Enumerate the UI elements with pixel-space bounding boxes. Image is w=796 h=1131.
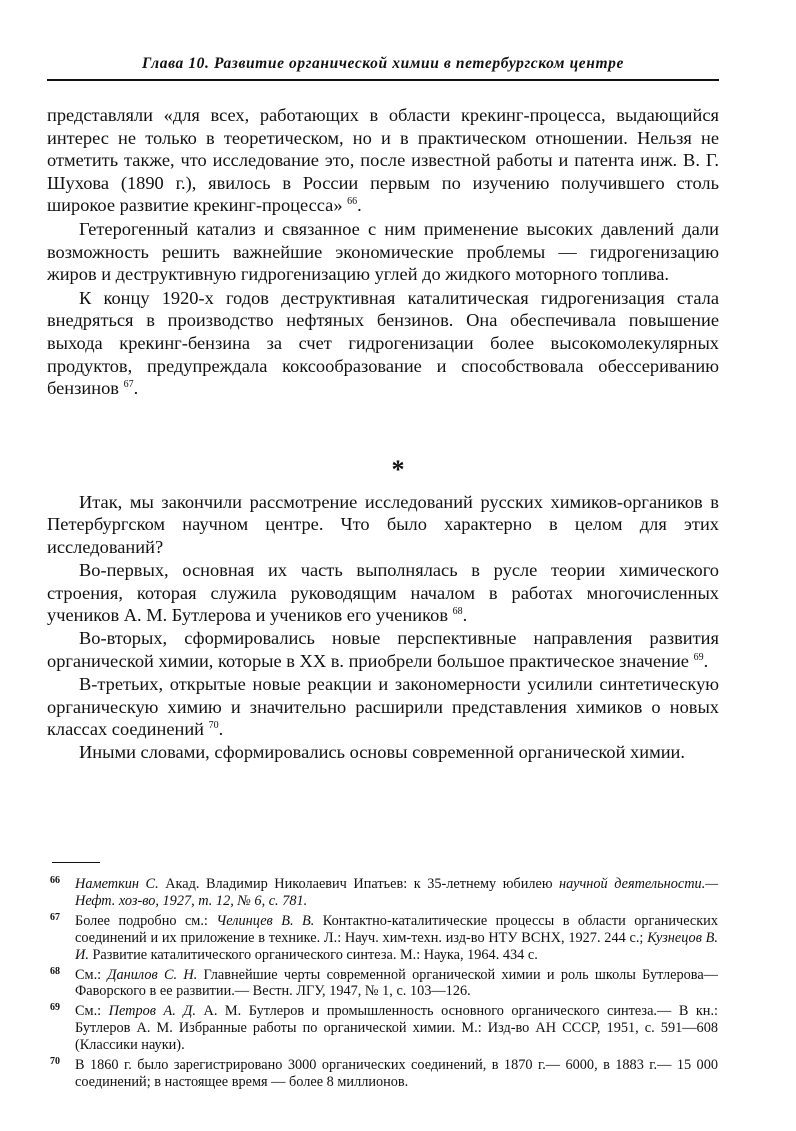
footnote [50, 876, 718, 910]
running-header: Глава 10. Развитие органической химии в петербургском центре [142, 55, 624, 72]
footnote-ref: 70 [208, 720, 219, 732]
main-text [47, 104, 719, 400]
footnote-text: См.: [75, 966, 108, 983]
footnote-text: Акад. Владимир Николаевич Ипатьев: к 35-летнему юбилею [158, 876, 560, 892]
footnote [50, 913, 718, 964]
footnote-ref: 69 [693, 651, 704, 663]
paragraph: Иными словами, сформировались основы современной органической химии. [79, 742, 686, 763]
footnote-ref: 67 [123, 379, 134, 391]
paragraph: представляли «для всех, работающих в области крекинг-процесса, выдающийся интерес не только в теоретическом, но и в практическом отношении. Нельзя не отметить также, что исследование это, после известной работы и патента инж. В. Г. Шухова (1890 г.), явилось в России первым по изучению получившего столь широкое развитие крекинг-процесса» $^{66}$. [47, 105, 719, 216]
footnote-ref: 68 [452, 606, 463, 618]
paragraph: Гетерогенный катализ и связанное с ним применение высоких давлений дали возможность решить важнейшие экономические проблемы — гидрогенизацию жиров и деструктивную гидрогенизацию углей до жидкого моторного топлива. [47, 218, 719, 285]
footnote-number: 68 [50, 965, 60, 977]
footnote-number: 69 [50, 1002, 60, 1014]
footnote-ref: 66 [347, 196, 358, 208]
footnote-number: 70 [50, 1056, 60, 1068]
footnote [50, 1057, 718, 1091]
paragraph: К концу 1920-х годов деструктивная каталитическая гидрогенизация стала внедряться в производство нефтяных бензинов. Она обеспечивала повышение выхода крекинг-бензина за счет гидрогенизации более высокомолекулярных продуктов, предупреждала коксообразование и способствовала обессериванию бензинов $^{67}$. [47, 287, 719, 399]
paragraph: Итак, мы закончили рассмотрение исследований русских химиков-органиков в Петербургском научном центре. Что было характерно в целом для этих исследований? [47, 492, 719, 557]
header-rule [47, 79, 719, 81]
footnote [50, 967, 718, 1001]
footnote-italic-text: Челинцев В. В. [216, 912, 315, 929]
footnote-rule [52, 862, 100, 863]
footnote-italic-text: научной деятельности.— Нефт. хоз-во, 1927, т. 12, № 6, с. 781. [75, 876, 718, 909]
paragraph: Во-первых, основная их часть выполнялась в русле теории химического строения, которая служила руководящим началом в работах многочисленных учеников А. М. Бутлерова и учеников его учеников $^{68}$. [47, 560, 719, 626]
footnote-text: Контактно-каталитические процессы в области органических соединений и их приложение в технике. Л.: Науч. хим-техн. изд-во НТУ ВСНХ, 1927. 244 с.; [75, 912, 718, 946]
paragraph: Во-вторых, сформировались новые перспективные направления развития органической химии, которые в XX в. приобрели большое практическое значение $^{69}$. [47, 628, 719, 671]
footnote-number: 67 [50, 911, 60, 923]
footnote-italic-text: Данилов С. Н. [107, 966, 198, 983]
conclusion-text [47, 491, 719, 764]
footnote-text: Более подробно см.: [75, 912, 217, 929]
section-separator: * [391, 455, 405, 484]
footnote-italic-text: Петров А. Д. [108, 1003, 196, 1020]
footnote-text: Развитие каталитического органического синтеза. М.: Наука, 1964. 434 с. [88, 946, 538, 963]
paragraph: В-третьих, открытые новые реакции и закономерности усилили синтетическую органическую химию и значительно расширили представления химиков о новых классах соединений $^{70}$. [47, 674, 719, 740]
footnote-number: 66 [50, 875, 60, 886]
footnote-text: А. М. Бутлеров и промышленность основного органического синтеза.— В кн.: Бутлеров А. М. Избранные работы по органической химии. М.: Изд-во АН СССР, 1951, с. 591—608 (Классики науки). [75, 1003, 719, 1054]
footnote-italic-text: Наметкин С. [75, 876, 159, 892]
footnotes [50, 876, 718, 1094]
footnote [50, 1003, 718, 1054]
footnote-text: Главнейшие черты современной органической химии и роль школы Бутлерова—Фаворского в ее развитии.— Вестн. ЛГУ, 1947, № 1, с. 103—126. [75, 966, 718, 1000]
footnote-text: См.: [75, 1003, 109, 1020]
footnote-italic-text: Кузнецов В. И. [75, 929, 718, 963]
footnote-text: В 1860 г. было зарегистрировано 3000 органических соединений, в 1870 г.— 6000, в 1883 г.— 15 000 соединений; в настоящее время — более 8 миллионов. [75, 1057, 718, 1090]
